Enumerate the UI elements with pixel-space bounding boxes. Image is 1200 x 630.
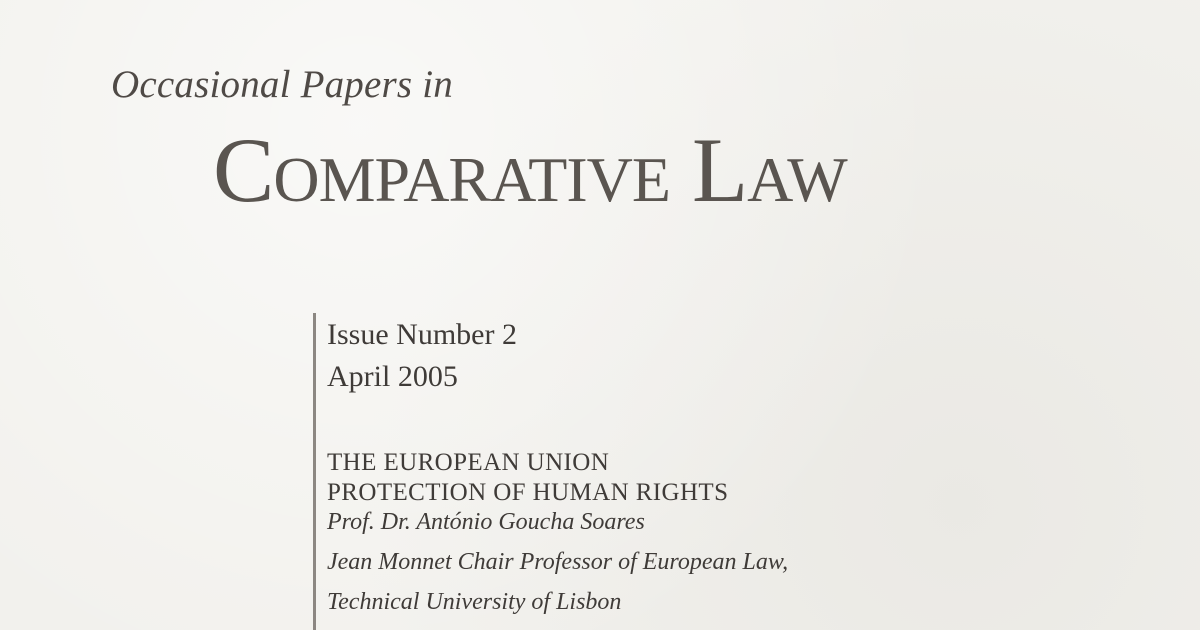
series-name: Occasional Papers in xyxy=(111,63,453,106)
issue-number: Issue Number 2 xyxy=(327,318,517,351)
series-title: Comparative Law xyxy=(213,119,847,221)
article-title-line-1: THE EUROPEAN UNION xyxy=(327,449,610,476)
issue-info xyxy=(327,314,517,398)
issue-date: April 2005 xyxy=(327,360,458,393)
author-institution: Technical University of Lisbon xyxy=(327,589,622,616)
author-name: Prof. Dr. António Goucha Soares xyxy=(327,509,645,535)
article-info xyxy=(327,448,788,618)
vertical-divider xyxy=(313,313,316,630)
author-affiliation: Jean Monnet Chair Professor of European Law, xyxy=(327,549,789,576)
article-title-line-2: PROTECTION OF HUMAN RIGHTS xyxy=(327,478,729,506)
